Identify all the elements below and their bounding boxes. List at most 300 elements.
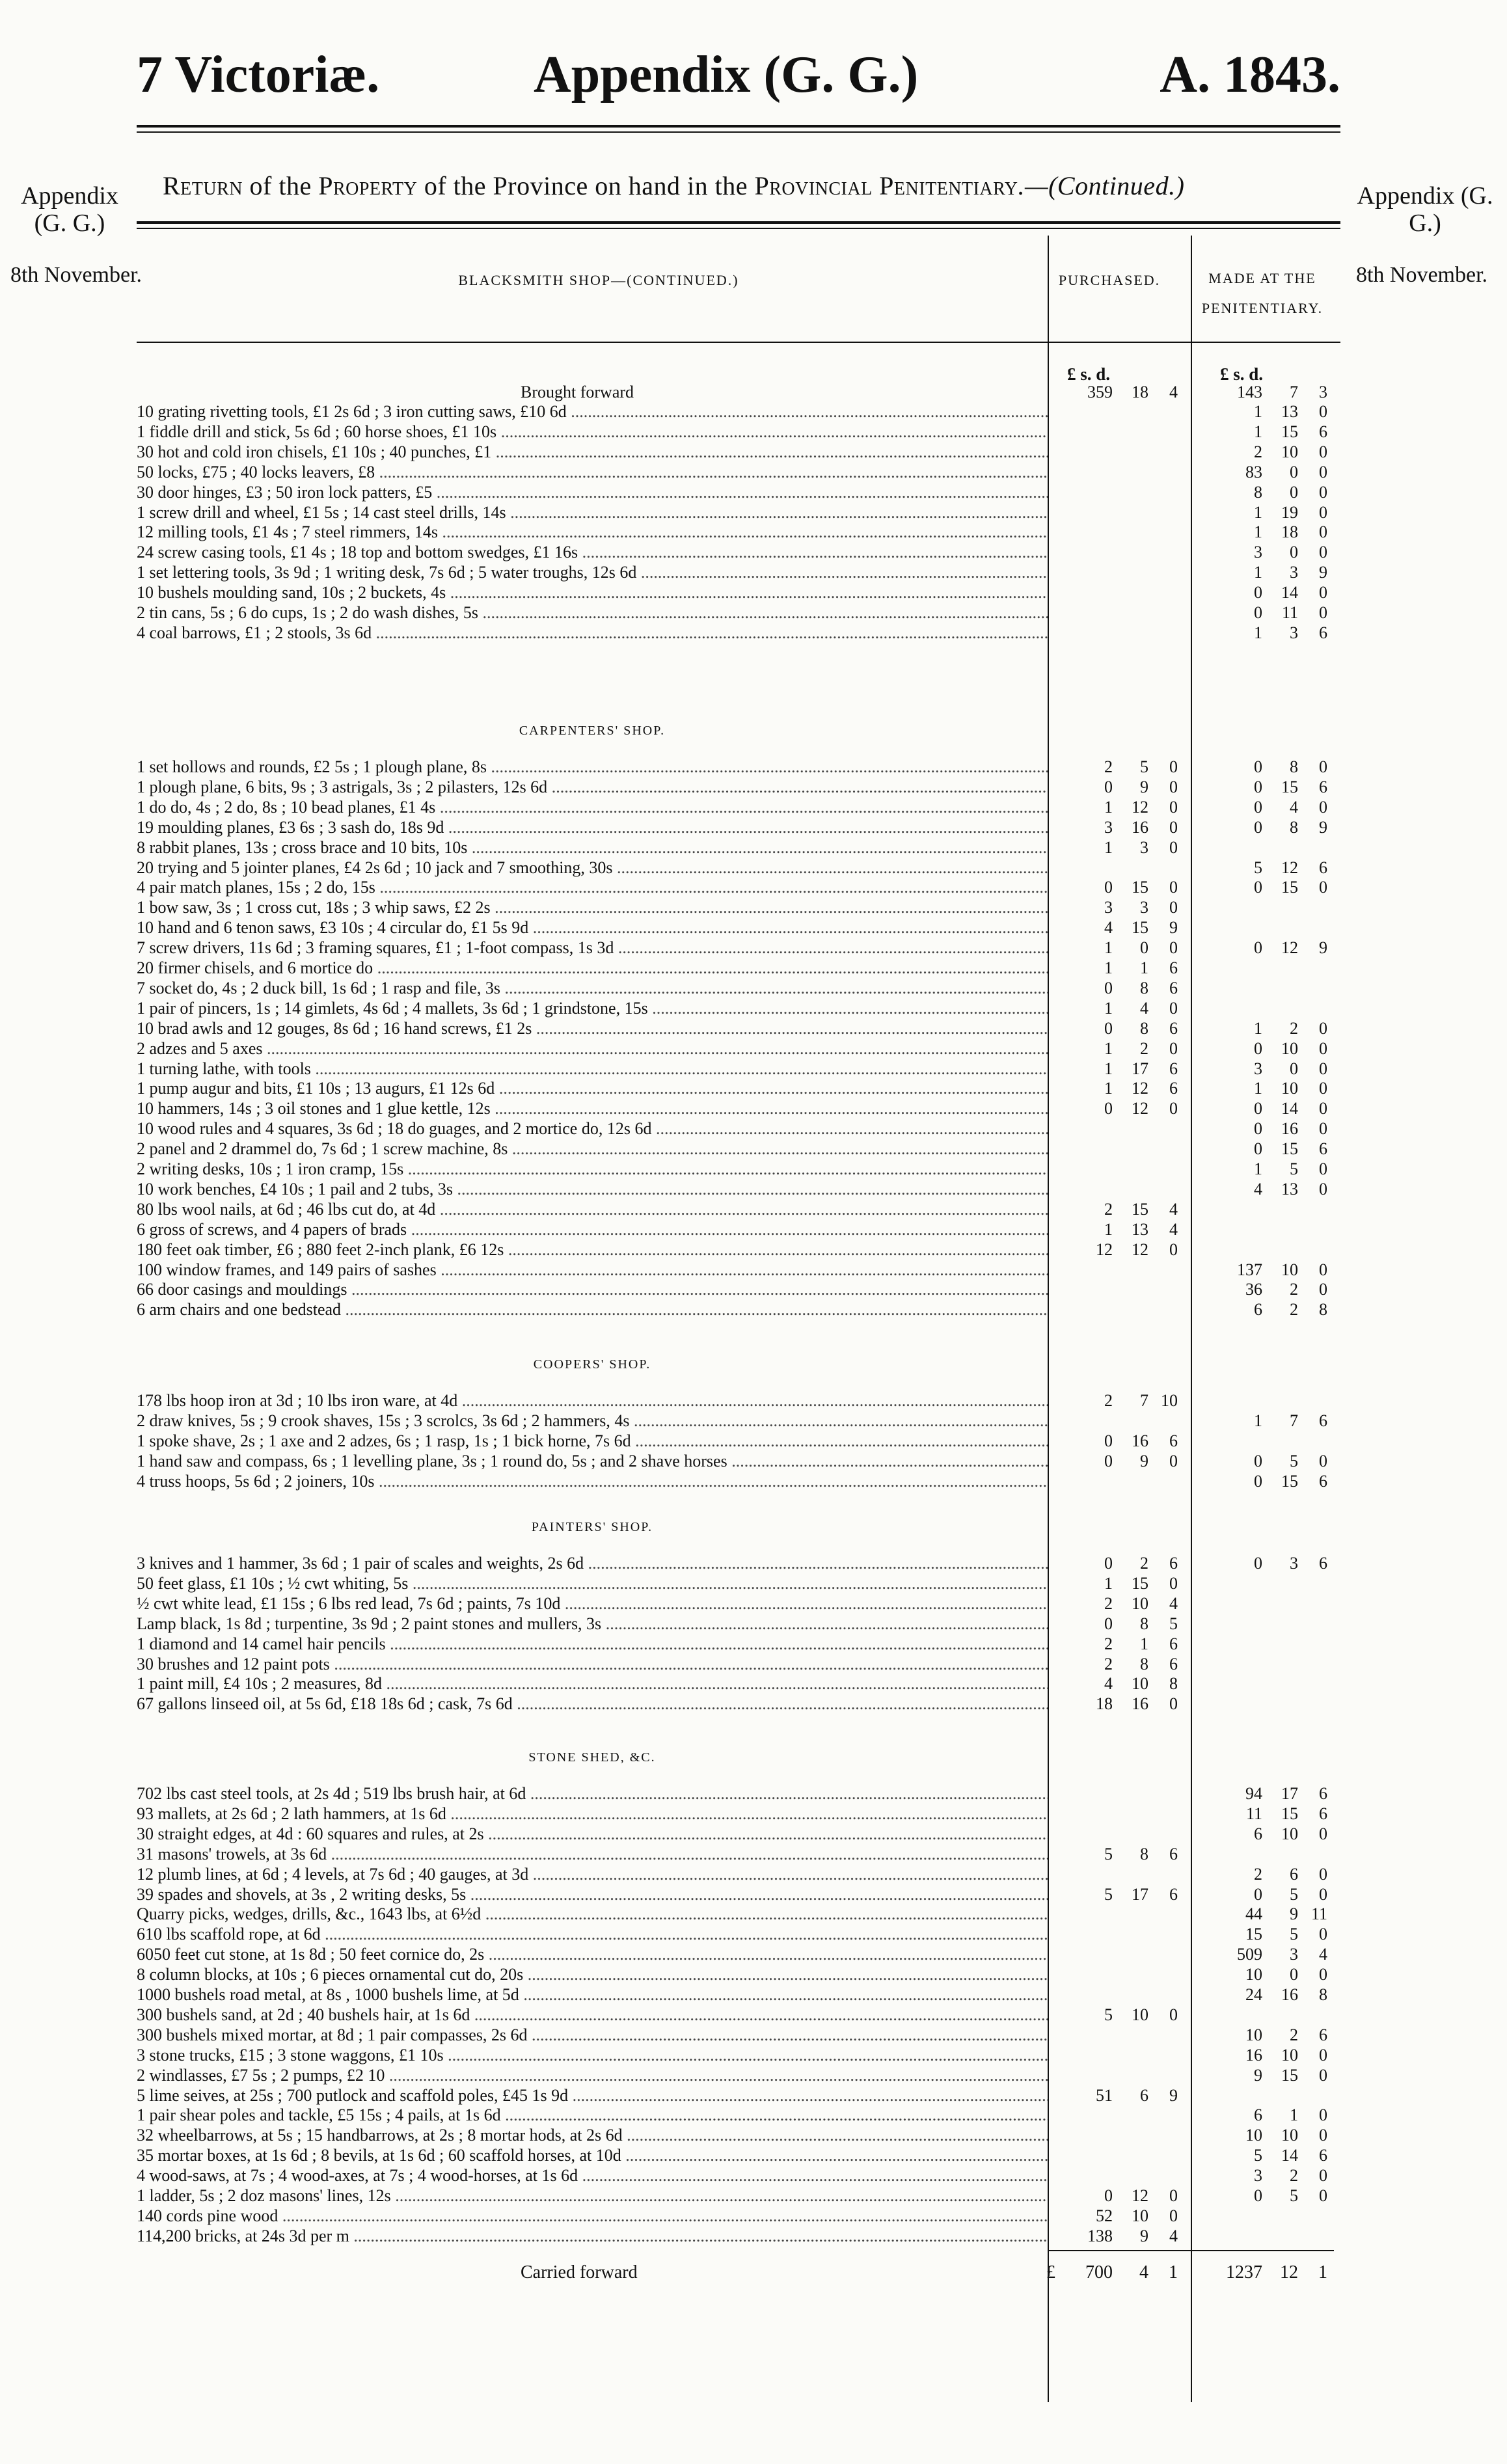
ledger-row — [137, 1391, 1334, 1411]
item-description: 35 mortar boxes, at 1s 6d ; 8 bevils, at 1s 6d ; 60 scaffold horses, at 10d ..... — [137, 2146, 1048, 2165]
made-amount — [1217, 1220, 1347, 1239]
ledger-row — [137, 603, 1334, 623]
made-amount: 16 10 0 — [1245, 2046, 1327, 2065]
made-amount: 6 10 0 — [1254, 1824, 1327, 1843]
item-description: 2 windlasses, £7 5s ; 2 pumps, £2 10 ..... — [137, 2066, 1048, 2085]
return-title-part: of the — [243, 171, 319, 200]
made-amount — [1217, 1240, 1347, 1260]
ledger-row — [137, 2206, 1334, 2226]
item-description: 1000 bushels road metal, at 8s , 1000 bushels lime, at 5d ..... — [137, 1985, 1048, 2005]
item-description: 50 feet glass, £1 10s ; ½ cwt whiting, 5s ..... — [137, 1574, 1048, 1593]
ledger-row — [137, 1240, 1334, 1260]
return-title-part: .—(Continued.) — [1018, 171, 1185, 200]
item-description: 300 bushels mixed mortar, at 8d ; 1 pair compasses, 2s 6d ..... — [137, 2025, 1048, 2045]
made-amount — [1217, 838, 1347, 858]
column-header-section: BLACKSMITH SHOP—(CONTINUED.) — [458, 272, 739, 288]
item-description: 610 lbs scaffold rope, at 6d ..... — [137, 1925, 1048, 1944]
item-description: 1 do do, 4s ; 2 do, 8s ; 10 bead planes, £1 4s ..... — [137, 798, 1048, 817]
purchased-amount: 0 9 0 — [1104, 778, 1178, 796]
made-amount — [1217, 1674, 1347, 1694]
ledger-row — [137, 898, 1334, 917]
ledger-row — [137, 463, 1334, 482]
section-heading: STONE SHED, &C. — [528, 1750, 656, 1765]
made-amount: 137 10 0 — [1237, 1260, 1327, 1279]
ledger-row — [137, 1634, 1334, 1654]
ledger-row — [137, 483, 1334, 502]
ledger-row — [137, 798, 1334, 817]
made-amount — [1217, 1200, 1347, 1219]
made-amount — [1217, 898, 1347, 917]
made-amount — [1217, 999, 1347, 1018]
made-amount — [1217, 1574, 1347, 1593]
purchased-amount: 1 17 6 — [1104, 1059, 1178, 1078]
made-amount: 4 13 0 — [1254, 1180, 1327, 1198]
ledger-row — [137, 1614, 1334, 1634]
purchased-amount: 18 16 0 — [1096, 1694, 1178, 1713]
item-description: 702 lbs cast steel tools, at 2s 4d ; 519 lbs brush hair, at 6d ..... — [137, 1784, 1048, 1804]
ledger-row — [137, 1039, 1334, 1059]
made-amount — [1217, 1431, 1347, 1451]
purchased-amount — [1067, 1180, 1191, 1199]
header-bottom-rule — [137, 342, 1340, 343]
column-header-made: MADE AT THE PENITENTIARY. — [1201, 270, 1324, 316]
item-description: 180 feet oak timber, £6 ; 880 feet 2-inch plank, £6 12s ..... — [137, 1240, 1048, 1260]
side-date-right: 8th November. — [1355, 263, 1488, 287]
item-description: 10 bushels moulding sand, 10s ; 2 buckets, 4s ..... — [137, 583, 1048, 602]
made-amount: 9 15 0 — [1254, 2066, 1327, 2085]
purchased-amount — [1067, 1824, 1191, 1844]
item-description: 10 brad awls and 12 gouges, 8s 6d ; 16 hand screws, £1 2s ..... — [137, 1019, 1048, 1038]
item-description: 30 straight edges, at 4d : 60 squares and rules, at 2s ..... — [137, 1824, 1048, 1844]
made-amount: 5 12 6 — [1254, 858, 1327, 877]
item-description: 12 milling tools, £1 4s ; 7 steel rimmers, 14s ..... — [137, 522, 1048, 542]
made-amount — [1217, 958, 1347, 978]
purchased-amount: 12 12 0 — [1096, 1240, 1178, 1259]
made-amount: 0 14 0 — [1254, 1099, 1327, 1118]
ledger-row — [137, 623, 1334, 643]
purchased-amount — [1067, 2166, 1191, 2186]
purchased-amount: 0 2 6 — [1104, 1554, 1178, 1573]
purchased-amount — [1067, 623, 1191, 643]
return-title-part: of the Province on hand in the — [417, 171, 755, 200]
item-description: 30 door hinges, £3 ; 50 iron lock patters, £5 ..... — [137, 483, 1048, 502]
item-description: 1 fiddle drill and stick, 5s 6d ; 60 horse shoes, £1 10s ..... — [137, 422, 1048, 442]
ledger-row — [137, 2005, 1334, 2025]
item-description: 4 wood-saws, at 7s ; 4 wood-axes, at 7s ; 4 wood-horses, at 1s 6d ..... — [137, 2166, 1048, 2186]
made-amount: 15 5 0 — [1245, 1925, 1327, 1943]
item-description: 1 pump augur and bits, £1 10s ; 13 augurs, £1 12s 6d ..... — [137, 1079, 1048, 1098]
purchased-amount — [1067, 1260, 1191, 1280]
made-amount: 0 16 0 — [1254, 1119, 1327, 1138]
item-description: 39 spades and shovels, at 3s , 2 writing desks, 5s ..... — [137, 1885, 1048, 1904]
carried-forward-purchased: 700 4 1 — [1085, 2262, 1178, 2282]
made-amount: 2 10 0 — [1254, 442, 1327, 461]
ledger-row — [137, 778, 1334, 797]
purchased-amount: 1 2 0 — [1104, 1039, 1178, 1058]
made-amount — [1217, 2086, 1347, 2105]
item-description: 8 column blocks, at 10s ; 6 pieces ornamental cut do, 20s ..... — [137, 1965, 1048, 1984]
purchased-amount: 0 9 0 — [1104, 1452, 1178, 1470]
ledger-row — [137, 1865, 1334, 1884]
made-amount: 3 0 0 — [1254, 1059, 1327, 1078]
made-amount: 0 14 0 — [1254, 583, 1327, 602]
made-amount: 1 3 9 — [1254, 563, 1327, 582]
made-amount: 0 15 0 — [1254, 878, 1327, 897]
made-amount — [1217, 2005, 1347, 2025]
item-description: 3 stone trucks, £15 ; 3 stone waggons, £1 10s ..... — [137, 2046, 1048, 2065]
purchased-amount — [1067, 503, 1191, 522]
item-description: 2 writing desks, 10s ; 1 iron cramp, 15s ..... — [137, 1159, 1048, 1179]
brought-forward-made: 143 7 3 — [1237, 383, 1327, 401]
item-description: 1 turning lathe, with tools ..... — [137, 1059, 1048, 1079]
made-amount: 3 0 0 — [1254, 543, 1327, 562]
made-amount: 1 10 0 — [1254, 1079, 1327, 1098]
item-description: 1 plough plane, 6 bits, 9s ; 3 astrigals, 3s ; 2 pilasters, 12s 6d ..... — [137, 778, 1048, 797]
made-amount: 83 0 0 — [1245, 463, 1327, 481]
ledger-row — [137, 1079, 1334, 1098]
item-description: 1 bow saw, 3s ; 1 cross cut, 18s ; 3 whip saws, £2 2s ..... — [137, 898, 1048, 917]
made-amount: 1 2 0 — [1254, 1019, 1327, 1038]
purchased-amount: 5 17 6 — [1104, 1885, 1178, 1904]
item-description: 80 lbs wool nails, at 6d ; 46 lbs cut do, at 4d ..... — [137, 1200, 1048, 1219]
made-amount: 10 2 6 — [1245, 2025, 1327, 2044]
item-description: 24 screw casing tools, £1 4s ; 18 top and bottom swedges, £1 16s ..... — [137, 543, 1048, 562]
ledger-row — [137, 442, 1334, 462]
ledger-row — [137, 2066, 1334, 2085]
ledger-row — [137, 1594, 1334, 1614]
made-amount: 0 10 0 — [1254, 1039, 1327, 1058]
purchased-amount — [1067, 2105, 1191, 2125]
item-description: 67 gallons linseed oil, at 5s 6d, £18 18s 6d ; cask, 7s 6d ..... — [137, 1694, 1048, 1714]
section-heading: CARPENTERS' SHOP. — [519, 724, 666, 738]
purchased-amount — [1067, 1139, 1191, 1159]
made-amount: 10 0 0 — [1245, 1965, 1327, 1984]
purchased-amount — [1067, 2066, 1191, 2085]
ledger-row — [137, 2227, 1334, 2246]
item-description: 30 brushes and 12 paint pots ..... — [137, 1655, 1048, 1674]
made-amount: 6 1 0 — [1254, 2105, 1327, 2124]
ledger-row — [137, 1452, 1334, 1471]
purchased-amount: 0 8 5 — [1104, 1614, 1178, 1633]
made-amount: 1 19 0 — [1254, 503, 1327, 522]
item-description: 1 pair of pincers, 1s ; 14 gimlets, 4s 6d ; 4 mallets, 3s 6d ; 1 grindstone, 15s ..... — [137, 999, 1048, 1018]
made-amount — [1217, 1655, 1347, 1674]
item-description: 10 work benches, £4 10s ; 1 pail and 2 tubs, 3s ..... — [137, 1180, 1048, 1199]
purchased-amount — [1067, 1411, 1191, 1431]
purchased-amount: 5 8 6 — [1104, 1845, 1178, 1863]
ledger-row — [137, 1180, 1334, 1199]
item-description: 7 socket do, 4s ; 2 duck bill, 1s 6d ; 1 rasp and file, 3s ..... — [137, 979, 1048, 998]
ledger-row — [137, 1019, 1334, 1038]
purchased-amount — [1067, 2046, 1191, 2065]
page-header — [137, 46, 1340, 111]
purchased-amount — [1067, 1784, 1191, 1804]
ledger-row — [137, 1945, 1334, 1964]
item-description: 1 set lettering tools, 3s 9d ; 1 writing desk, 7s 6d ; 5 water troughs, 12s 6d ..... — [137, 563, 1048, 582]
made-amount: 0 8 9 — [1254, 818, 1327, 837]
made-amount: 1 13 0 — [1254, 402, 1327, 421]
units-purchased: £ s. d. — [1067, 364, 1111, 384]
item-description: 2 draw knives, 5s ; 9 crook shaves, 15s ; 3 scrolcs, 3s 6d ; 2 hammers, 4s ..... — [137, 1411, 1048, 1431]
header-center: Appendix (G. G.) — [534, 46, 919, 103]
made-amount: 0 5 0 — [1254, 1885, 1327, 1904]
header-right: A. 1843. — [1160, 46, 1340, 103]
purchased-amount — [1067, 1804, 1191, 1824]
item-description: 1 hand saw and compass, 6s ; 1 levelling plane, 3s ; 1 round do, 5s ; and 2 shave horses ..... — [137, 1452, 1048, 1471]
purchased-amount — [1067, 1159, 1191, 1179]
ledger-row — [137, 1280, 1334, 1299]
purchased-amount — [1067, 858, 1191, 878]
purchased-amount — [1067, 483, 1191, 502]
purchased-amount: 1 1 6 — [1104, 958, 1178, 977]
brought-forward-label: Brought forward — [521, 383, 634, 401]
purchased-amount: 1 4 0 — [1104, 999, 1178, 1018]
pound-sign: £ — [1046, 2262, 1055, 2282]
purchased-amount — [1067, 1945, 1191, 1964]
made-amount: 0 8 0 — [1254, 757, 1327, 776]
purchased-amount: 2 10 4 — [1104, 1594, 1178, 1613]
item-description: 10 wood rules and 4 squares, 3s 6d ; 18 do guages, and 2 mortice do, 12s 6d ..... — [137, 1119, 1048, 1139]
purchased-amount: 4 10 8 — [1104, 1674, 1178, 1693]
purchased-amount: 52 10 0 — [1096, 2206, 1178, 2225]
ledger-row — [137, 583, 1334, 602]
header-rule — [137, 125, 1340, 133]
made-amount: 0 15 6 — [1254, 1472, 1327, 1491]
ledger-row — [137, 1099, 1334, 1118]
made-amount: 1 15 6 — [1254, 422, 1327, 441]
made-amount — [1217, 918, 1347, 938]
made-amount: 1 3 6 — [1254, 623, 1327, 642]
item-description: 178 lbs hoop iron at 3d ; 10 lbs iron ware, at 4d ..... — [137, 1391, 1048, 1411]
made-amount: 0 11 0 — [1254, 603, 1327, 622]
ledger-row — [137, 563, 1334, 582]
ledger-row — [137, 938, 1334, 958]
made-amount: 10 10 0 — [1245, 2126, 1327, 2145]
made-amount: 36 2 0 — [1245, 1280, 1327, 1299]
item-description: 114,200 bricks, at 24s 3d per m ..... — [137, 2227, 1048, 2246]
purchased-amount: 2 5 0 — [1104, 757, 1178, 776]
ledger-row — [137, 1220, 1334, 1239]
purchased-amount: 2 1 6 — [1104, 1634, 1178, 1653]
brought-forward-purchased: 359 18 4 — [1087, 383, 1178, 401]
section-heading: PAINTERS' SHOP. — [531, 1520, 653, 1534]
item-description: 2 adzes and 5 axes ..... — [137, 1039, 1048, 1059]
item-description: 6050 feet cut stone, at 1s 8d ; 50 feet cornice do, 2s ..... — [137, 1945, 1048, 1964]
purchased-amount: 1 3 0 — [1104, 838, 1178, 857]
item-description: 6 gross of screws, and 4 papers of brads ..... — [137, 1220, 1048, 1239]
purchased-amount: 51 6 9 — [1096, 2086, 1178, 2105]
item-description: 32 wheelbarrows, at 5s ; 15 handbarrows, at 2s ; 8 mortar hods, at 2s 6d ..... — [137, 2126, 1048, 2145]
purchased-amount — [1067, 2146, 1191, 2165]
ledger-row — [137, 2126, 1334, 2145]
ledger-row — [137, 1674, 1334, 1694]
item-description: 10 hand and 6 tenon saws, £3 10s ; 4 circular do, £1 5s 9d ..... — [137, 918, 1048, 938]
section-heading: COOPERS' SHOP. — [533, 1357, 651, 1372]
ledger-row — [137, 1574, 1334, 1593]
ledger-row — [137, 1411, 1334, 1431]
purchased-amount: 0 12 0 — [1104, 1099, 1178, 1118]
purchased-amount: 0 8 6 — [1104, 1019, 1178, 1038]
title-rule — [137, 221, 1340, 229]
ledger-row — [137, 979, 1334, 998]
made-amount: 8 0 0 — [1254, 483, 1327, 502]
purchased-amount — [1067, 402, 1191, 422]
purchased-amount — [1067, 1985, 1191, 2005]
ledger-row — [137, 2046, 1334, 2065]
made-amount — [1217, 1845, 1347, 1864]
ledger-row — [137, 1655, 1334, 1674]
purchased-amount: 0 16 6 — [1104, 1431, 1178, 1450]
made-amount — [1217, 1391, 1347, 1411]
purchased-amount: 2 8 6 — [1104, 1655, 1178, 1673]
ledger-row — [137, 1885, 1334, 1904]
ledger-row — [137, 2086, 1334, 2105]
item-description: Lamp black, 1s 8d ; turpentine, 3s 9d ; 2 paint stones and mullers, 3s ..... — [137, 1614, 1048, 1634]
made-amount: 44 9 11 — [1245, 1904, 1327, 1923]
purchased-amount — [1067, 1925, 1191, 1944]
purchased-amount — [1067, 1865, 1191, 1884]
ledger-row — [137, 543, 1334, 562]
purchased-amount — [1067, 603, 1191, 623]
purchased-amount — [1067, 1472, 1191, 1491]
purchased-amount: 2 15 4 — [1104, 1200, 1178, 1219]
purchased-amount: 1 13 4 — [1104, 1220, 1178, 1239]
purchased-amount: 1 12 6 — [1104, 1079, 1178, 1098]
made-amount: 0 12 9 — [1254, 938, 1327, 957]
item-description: 7 screw drivers, 11s 6d ; 3 framing squares, £1 ; 1-foot compass, 1s 3d ..... — [137, 938, 1048, 958]
item-description: 2 panel and 2 drammel do, 7s 6d ; 1 screw machine, 8s ..... — [137, 1139, 1048, 1159]
item-description: 1 spoke shave, 2s ; 1 axe and 2 adzes, 6s ; 1 rasp, 1s ; 1 bick horne, 7s 6d ..... — [137, 1431, 1048, 1451]
ledger-row — [137, 422, 1334, 442]
ledger-row — [137, 1925, 1334, 1944]
made-amount: 94 17 6 — [1245, 1784, 1327, 1803]
ledger-row — [137, 818, 1334, 837]
made-amount — [1217, 2227, 1347, 2246]
units-made: £ s. d. — [1220, 364, 1264, 384]
ledger-row — [137, 1059, 1334, 1079]
made-amount: 1 5 0 — [1254, 1159, 1327, 1178]
ledger-row — [137, 1554, 1334, 1573]
made-amount — [1217, 2206, 1347, 2226]
ledger-row — [137, 402, 1334, 422]
item-description: 1 screw drill and wheel, £1 5s ; 14 cast steel drills, 14s ..... — [137, 503, 1048, 522]
return-title-part: Provincial Penitentiary — [754, 171, 1018, 200]
purchased-amount: 0 12 0 — [1104, 2186, 1178, 2205]
ledger-row — [137, 1784, 1334, 1804]
purchased-amount — [1067, 1119, 1191, 1139]
ledger-row — [137, 2025, 1334, 2045]
purchased-amount — [1067, 1904, 1191, 1924]
purchased-amount — [1067, 442, 1191, 462]
made-amount — [1217, 1594, 1347, 1614]
made-amount: 1 18 0 — [1254, 522, 1327, 541]
purchased-amount — [1067, 543, 1191, 562]
return-title-part: Return — [163, 171, 243, 200]
ledger-row — [137, 2146, 1334, 2165]
ledger-row — [137, 503, 1334, 522]
carried-forward-label: Carried forward — [521, 2262, 638, 2282]
purchased-amount — [1067, 583, 1191, 602]
ledger-row — [137, 1300, 1334, 1320]
column-header-purchased: PURCHASED. — [1058, 272, 1161, 288]
made-amount: 11 15 6 — [1245, 1804, 1327, 1823]
item-description: 8 rabbit planes, 13s ; cross brace and 10 bits, 10s ..... — [137, 838, 1048, 858]
purchased-amount: 0 8 6 — [1104, 979, 1178, 997]
made-amount: 2 6 0 — [1254, 1865, 1327, 1884]
carried-forward-made: 1237 12 1 — [1226, 2262, 1327, 2282]
purchased-amount: 4 15 9 — [1104, 918, 1178, 937]
side-label-left: Appendix (G. G.) — [21, 182, 118, 237]
item-description: 2 tin cans, 5s ; 6 do cups, 1s ; 2 do wash dishes, 5s ..... — [137, 603, 1048, 623]
made-amount — [1217, 979, 1347, 998]
item-description: ½ cwt white lead, £1 15s ; 6 lbs red lead, 7s 6d ; paints, 7s 10d ..... — [137, 1594, 1048, 1614]
ledger-row — [137, 1200, 1334, 1219]
item-description: 10 hammers, 14s ; 3 oil stones and 1 glue kettle, 12s ..... — [137, 1099, 1048, 1118]
item-description: 1 diamond and 14 camel hair pencils ..... — [137, 1634, 1048, 1654]
ledger-row — [137, 1119, 1334, 1139]
total-rule — [1048, 2250, 1334, 2251]
item-description: 19 moulding planes, £3 6s ; 3 sash do, 18s 9d ..... — [137, 818, 1048, 837]
ledger-row — [137, 1260, 1334, 1280]
item-description: 66 door casings and mouldings ..... — [137, 1280, 1048, 1299]
return-title-part: Property — [318, 171, 418, 200]
ledger-row — [137, 1824, 1334, 1844]
ledger-row — [137, 1965, 1334, 1984]
ledger-row — [137, 1804, 1334, 1824]
purchased-amount: 138 9 4 — [1087, 2227, 1178, 2245]
purchased-amount — [1067, 1300, 1191, 1320]
purchased-amount: 3 3 0 — [1104, 898, 1178, 917]
made-amount: 0 15 6 — [1254, 1139, 1327, 1158]
purchased-amount — [1067, 2126, 1191, 2145]
ledger-row — [137, 1694, 1334, 1714]
purchased-amount: 1 15 0 — [1104, 1574, 1178, 1593]
carried-forward-row — [137, 2263, 1334, 2282]
ledger-row — [137, 858, 1334, 878]
item-description: 30 hot and cold iron chisels, £1 10s ; 40 punches, £1 ..... — [137, 442, 1048, 462]
item-description: 3 knives and 1 hammer, 3s 6d ; 1 pair of scales and weights, 2s 6d ..... — [137, 1554, 1048, 1573]
made-amount: 24 16 8 — [1245, 1985, 1327, 2004]
ledger-row — [137, 958, 1334, 978]
purchased-amount: 3 16 0 — [1104, 818, 1178, 837]
made-amount: 1 7 6 — [1254, 1411, 1327, 1430]
made-amount: 0 5 0 — [1254, 2186, 1327, 2205]
item-description: 100 window frames, and 149 pairs of sashes ..... — [137, 1260, 1048, 1280]
ledger-row — [137, 999, 1334, 1018]
item-description: 1 pair shear poles and tackle, £5 15s ; 4 pails, at 1s 6d ..... — [137, 2105, 1048, 2125]
side-date-left: 8th November. — [10, 263, 143, 287]
made-amount: 0 4 0 — [1254, 798, 1327, 817]
ledger-row — [137, 2186, 1334, 2206]
ledger-row — [137, 1159, 1334, 1179]
purchased-amount — [1067, 1280, 1191, 1299]
item-description: 6 arm chairs and one bedstead ..... — [137, 1300, 1048, 1320]
purchased-amount — [1067, 463, 1191, 482]
item-description: 300 bushels sand, at 2d ; 40 bushels hair, at 1s 6d ..... — [137, 2005, 1048, 2025]
purchased-amount — [1067, 2025, 1191, 2045]
item-description: 20 trying and 5 jointer planes, £4 2s 6d ; 10 jack and 7 smoothing, 30s ..... — [137, 858, 1048, 878]
item-description: 4 truss hoops, 5s 6d ; 2 joiners, 10s ..... — [137, 1472, 1048, 1491]
made-amount: 6 2 8 — [1254, 1300, 1327, 1319]
brought-forward-row — [137, 383, 1334, 402]
made-amount: 0 15 6 — [1254, 778, 1327, 796]
item-description: 1 paint mill, £4 10s ; 2 measures, 8d ..... — [137, 1674, 1048, 1694]
purchased-amount: 1 0 0 — [1104, 938, 1178, 957]
purchased-amount — [1067, 522, 1191, 542]
ledger-row — [137, 1845, 1334, 1864]
header-left: 7 Victoriæ. — [137, 46, 380, 103]
item-description: 1 set hollows and rounds, £2 5s ; 1 plough plane, 8s ..... — [137, 757, 1048, 777]
